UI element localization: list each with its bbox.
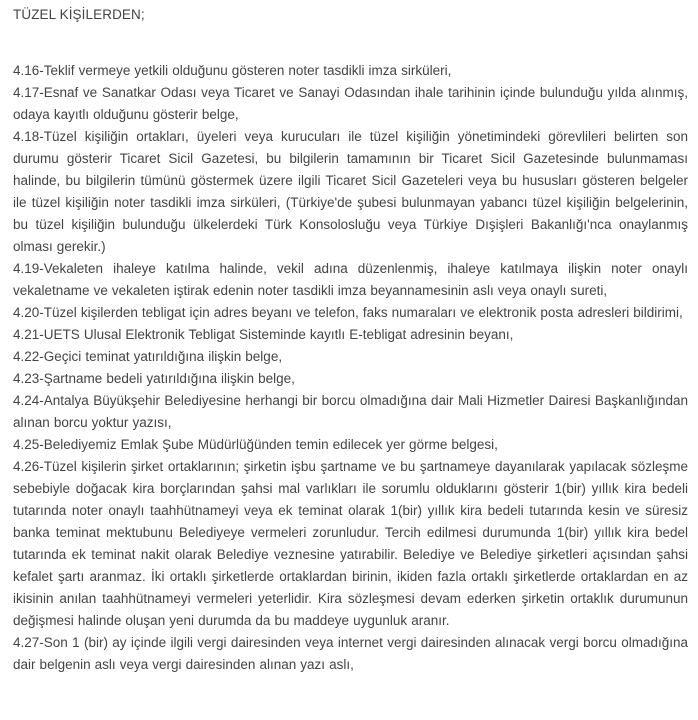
requirement-item-4-24: 4.24-Antalya Büyükşehir Belediyesine herhangi bir borcu olmadığına dair Mali Hizmetler Dairesi Başkanlığından alınan borcu yoktur yazısı, bbox=[13, 393, 688, 430]
requirement-item-4-21: 4.21-UETS Ulusal Elektronik Tebligat Sisteminde kayıtlı E-tebligat adresinin beyanı, bbox=[13, 327, 514, 342]
requirement-item-4-20: 4.20-Tüzel kişilerden tebligat için adres beyanı ve telefon, faks numaraları ve elektronik posta adresleri bildirimi, bbox=[13, 305, 683, 320]
requirement-item-4-22: 4.22-Geçici teminat yatırıldığına ilişkin belge, bbox=[13, 349, 283, 364]
requirement-item-4-18: 4.18-Tüzel kişiliğin ortakları, üyeleri veya kurucuları ile tüzel kişiliğin yönetimindeki görevlileri belirten son durumu gösterir Ticaret Sicil Gazetesi, bu bilgilerin tamamının bir Ticaret Sicil Gazetesinde bulunmaması halinde, bu bilgilerin tümünü göstermek üzere ilgili Ticaret Sicil Gazeteleri veya bu hususları gösteren belgeler ile tüzel kişiliğin noter tasdikli imza sirküleri, (Türkiye'de şubesi bulunmayan yabancı tüzel kişiliğin belgelerinin, bu tüzel kişiliğin bulunduğu ülkelerdeki Türk Konsolosluğu veya Türkiye Dışişleri Bakanlığı'nca onaylanmış olması gerekir.) bbox=[13, 129, 688, 254]
requirement-item-4-27: 4.27-Son 1 (bir) ay içinde ilgili vergi dairesinden veya internet vergi dairesinden alınacak vergi borcu olmadığına dair belgenin aslı veya vergi dairesinden alınan yazı aslı, bbox=[13, 635, 688, 672]
heading-spacer bbox=[13, 26, 688, 60]
requirement-item-4-17: 4.17-Esnaf ve Sanatkar Odası veya Ticaret ve Sanayi Odasından ihale tarihinin içinde bulunduğu yılda alınmış, odaya kayıtlı olduğunu gösterir belge, bbox=[13, 85, 688, 122]
requirement-item-4-16: 4.16-Teklif vermeye yetkili olduğunu gösteren noter tasdikli imza sirküleri, bbox=[13, 63, 452, 78]
requirement-item-4-25: 4.25-Belediyemiz Emlak Şube Müdürlüğünden temin edilecek yer görme belgesi, bbox=[13, 437, 498, 452]
section-heading: TÜZEL KİŞİLERDEN; bbox=[13, 7, 145, 22]
requirement-item-4-26: 4.26-Tüzel kişilerin şirket ortaklarının; şirketin işbu şartname ve bu şartnameye dayanılarak yapılacak sözleşme sebebiyle doğacak kira borçlarından şahsi mal varlıkları ile sorumlu olduklarını gösterir 1(bir) yıllık kira bedeli tutarında noter onaylı taahhütnameyi veya ek teminat olarak 1(bir) yıllık kira bedeli tutarında kesin ve süresiz banka teminat mektubunu Belediyeye vermeleri zorunludur. Tercih edilmesi durumunda 1(bir) yıllık kira bedel tutarında ek teminat nakit olarak Belediye veznesine yatırabilir. Belediye ve Belediye şirketleri açısından şahsi kefalet şartı aranmaz. İki ortaklı şirketlerde ortaklardan birinin, ikiden fazla ortaklı şirketlerde ortaklardan en az ikisinin anılan taahhütnameyi vermeleri yeterlidir. Kira sözleşmesi devam ederken şirketin ortaklık durumunun değişmesi halinde oluşan yeni durumda da bu maddeye uygunluk aranır. bbox=[13, 459, 688, 628]
requirement-item-4-23: 4.23-Şartname bedeli yatırıldığına ilişkin belge, bbox=[13, 371, 295, 386]
document-body bbox=[13, 0, 688, 676]
requirement-item-4-19: 4.19-Vekaleten ihaleye katılma halinde, vekil adına düzenlenmiş, ihaleye katılmaya ilişkin noter onaylı vekaletname ve vekaleten iştirak edenin noter tasdikli imza beyannamesinin aslı veya onaylı sureti, bbox=[13, 261, 688, 298]
